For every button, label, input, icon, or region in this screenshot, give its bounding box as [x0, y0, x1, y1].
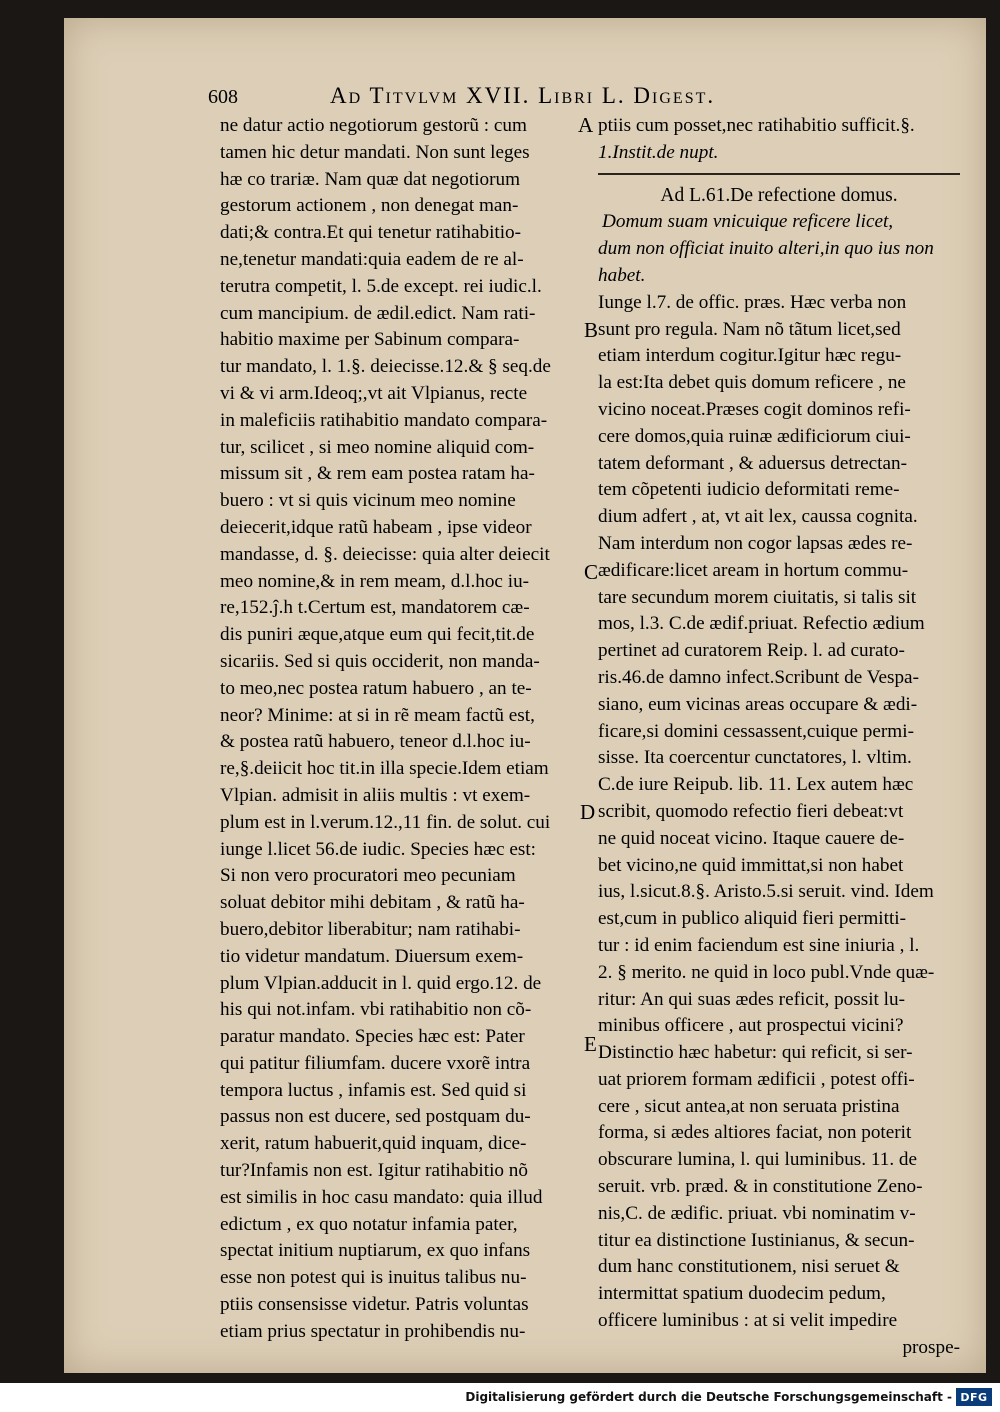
left-text-line: qui patitur filiumfam. ducere vxorẽ intra	[220, 1052, 531, 1074]
right-text-line: vicino noceat.Præses cogit dominos refi-	[598, 398, 911, 420]
right-text-line: ficare,si domini cessassent,cuique permi-	[598, 720, 914, 742]
left-text-line: re,§.deiicit hoc tit.in illa specie.Idem etiam	[220, 758, 549, 780]
left-text-line: ne,tenetur mandati:quia eadem de re al-	[220, 248, 524, 270]
left-text-line: etiam prius spectatur in prohibendis nu-	[220, 1320, 526, 1342]
section-rule	[598, 173, 960, 175]
left-text-line: vi & vi arm.Ideoq;,vt ait Vlpianus, recte	[220, 382, 528, 404]
left-text-line: plum Vlpian.adducit in l. quid ergo.12. de	[220, 972, 542, 994]
right-text-line: ritur: An qui suas ædes reficit, possit lu-	[598, 988, 905, 1010]
left-column	[220, 113, 578, 1346]
right-text-line: Distinctio hæc habetur: qui reficit, si ser-	[598, 1042, 913, 1064]
left-text-line: Vlpian. admisit in aliis multis : vt exem-	[220, 784, 531, 806]
right-text-line: tem cõpetenti iudicio deformitati reme-	[598, 479, 900, 501]
right-text-line: Nam interdum non cogor lapsas ædes re-	[598, 532, 913, 554]
left-text-line: xerit, ratum habuerit,quid inquam, dice-	[220, 1133, 527, 1155]
left-text-line: Si non vero procuratori meo pecuniam	[220, 865, 516, 887]
right-column	[598, 113, 960, 1362]
footer-credit: Digitalisierung gefördert durch die Deutsche Forschungsgemeinschaft -	[465, 1390, 952, 1404]
right-text-line: ædificare:licet aream in hortum commu-	[598, 559, 909, 581]
right-text-line: minibus officere , aut prospectui vicini?	[598, 1015, 904, 1037]
left-text-line: tur, scilicet , si meo nomine aliquid com-	[220, 436, 535, 458]
left-text-line: in maleficiis ratihabitio mandato compara-	[220, 409, 548, 431]
right-text-line: ius, l.sicut.8.§. Aristo.5.si seruit. vind. Idem	[598, 881, 934, 903]
left-text-line: tamen hic detur mandati. Non sunt leges	[220, 141, 530, 163]
right-text-line: tatem deformant , & aduersus detrectan-	[598, 452, 908, 474]
left-text-line: tur?Infamis non est. Igitur ratihabitio nõ	[220, 1160, 528, 1182]
right-text-line: intermittat spatium duodecim pedum,	[598, 1283, 886, 1305]
dfg-logo: DFG	[956, 1388, 992, 1406]
right-text-line: dium adfert , at, vt ait lex, caussa cognita.	[598, 506, 918, 528]
right-text-line: est,cum in publico aliquid fieri permitti-	[598, 908, 906, 930]
catchword: prospe-	[902, 1336, 960, 1358]
left-text-line: tempora luctus , infamis est. Sed quid si	[220, 1079, 527, 1101]
right-top-line-1: ptiis cum posset,nec ratihabitio sufficit.§.	[598, 115, 915, 136]
margin-letter-c: C	[584, 560, 599, 584]
left-text-line: mandasse, d. §. deiecisse: quia alter deiecit	[220, 543, 550, 565]
right-text-line: ris.46.de damno infect.Scribunt de Vespa-	[598, 666, 919, 688]
left-text-line: neor? Minime: at si in rẽ meam factũ est,	[220, 704, 535, 726]
right-text-line: dum hanc constitutionem, nisi seruet &	[598, 1256, 900, 1278]
margin-letter-e: E	[584, 1032, 597, 1056]
left-text-line: soluat debitor mihi debitam , & ratũ ha-	[220, 892, 525, 914]
left-text-line: ne datur actio negotiorum gestorũ : cum	[220, 115, 527, 136]
right-text-line: mos, l.3. C.de ædif.priuat. Refectio ædium	[598, 613, 925, 635]
left-text-line: dati;& contra.Et qui tenetur ratihabitio-	[220, 222, 522, 244]
left-text-line: terutra competit, l. 5.de except. rei iudic.l.	[220, 275, 542, 297]
right-text-line: cere , sicut antea,at non seruata pristina	[598, 1095, 900, 1117]
rule-text-3: habet.	[598, 264, 646, 286]
left-text-line: spectat initium nuptiarum, ex quo infans	[220, 1240, 531, 1262]
right-text-line: nis,C. de ædific. priuat. vbi nominatim v-	[598, 1202, 916, 1224]
left-text-line: gestorum actionem , non denegat man-	[220, 195, 519, 217]
left-text-line: meo nomine,& in rem meam, d.l.hoc iu-	[220, 570, 530, 592]
right-text-line: obscurare lumina, l. qui luminibus. 11. de	[598, 1149, 918, 1171]
left-text-line: to meo,nec postea ratum habuero , an te-	[220, 677, 532, 699]
left-text-line: ptiis consensisse videtur. Patris voluntas	[220, 1294, 529, 1316]
left-text-line: sicariis. Sed si quis occiderit, non manda-	[220, 650, 540, 672]
right-text-line: scribit, quomodo refectio fieri debeat:vt	[598, 800, 904, 822]
left-text-line: hæ co trariæ. Nam quæ dat negotiorum	[220, 168, 521, 190]
right-text-line: officere luminibus : at si velit impedire	[598, 1310, 898, 1332]
right-text-line: sunt pro regula. Nam nõ tãtum licet,sed	[598, 318, 901, 340]
right-text-line: tur : id enim faciendum est sine iniuria , l.	[598, 934, 920, 956]
left-text-line: tur mandato, l. 1.§. deiecisse.12.& § seq.de	[220, 356, 551, 378]
right-text-line: etiam interdum cogitur.Igitur hæc regu-	[598, 345, 902, 367]
margin-letter-d: D	[580, 800, 596, 824]
left-text-line: & postea ratũ habuero, teneor d.l.hoc iu-	[220, 731, 531, 753]
margin-letter-a: A	[578, 113, 594, 137]
right-text-line: forma, si ædes altiores faciat, non poterit	[598, 1122, 912, 1144]
left-text-line: est similis in hoc casu mandato: quia illud	[220, 1186, 543, 1208]
left-text-line: habitio maxime per Sabinum compara-	[220, 329, 520, 351]
left-text-line: paratur mandato. Species hæc est: Pater	[220, 1026, 525, 1048]
right-text-line: Iunge l.7. de offic. præs. Hæc verba non	[598, 291, 907, 313]
right-text-line: uat priorem formam ædificii , potest offi-	[598, 1068, 915, 1090]
left-text-line: dis puniri æque,atque eum qui fecit,tit.de	[220, 624, 535, 646]
running-head-title: Ad Titvlvm XVII. Libri L. Digest.	[330, 83, 716, 108]
footer-bar	[0, 1383, 1000, 1412]
right-text-line: pertinet ad curatorem Reip. l. ad curato-	[598, 640, 905, 662]
left-text-line: tio videtur mandatum. Diuersum exem-	[220, 945, 524, 967]
right-text-line: cere domos,quia ruinæ ædificiorum ciui-	[598, 425, 911, 447]
right-text-line: sisse. Ita coercentur cunctatores, l. vltim.	[598, 747, 912, 769]
left-text-line: esse non potest qui is inuitus talibus nu-	[220, 1267, 527, 1289]
left-text-line: his qui not.infam. vbi ratihabitio non cõ-	[220, 999, 532, 1021]
margin-letter-b: B	[584, 318, 599, 342]
right-text-line: 2. § merito. ne quid in loco publ.Vnde quæ-	[598, 961, 935, 983]
right-text-line: C.de iure Reipub. lib. 11. Lex autem hæc	[598, 774, 914, 796]
right-text-line: la est:Ita debet quis domum reficere , ne	[598, 372, 906, 394]
right-top-line-2: 1.Instit.de nupt.	[598, 141, 719, 163]
right-text-line: tare secundum morem ciuitatis, si talis sit	[598, 586, 917, 608]
left-text-line: buero,debitor liberabitur; nam ratihabi-	[220, 918, 521, 940]
right-text-line: ne quid noceat vicino. Itaque cauere de-	[598, 827, 905, 849]
rule-text-1: Domum suam vnicuique reficere licet,	[602, 211, 894, 233]
section-heading: Ad L.61.De refectione domus.	[660, 184, 898, 206]
left-text-line: edictum , ex quo notatur infamia pater,	[220, 1213, 518, 1235]
right-text-line: titur ea distinctione Iustinianus, & secun-	[598, 1229, 915, 1251]
left-text-line: buero : vt si quis vicinum meo nomine	[220, 490, 516, 512]
right-body	[598, 290, 960, 1335]
rule-text-2: dum non officiat inuito alteri,in quo ius non	[598, 238, 934, 260]
left-text-line: plum est in l.verum.12.,11 fin. de solut. cui	[220, 811, 551, 833]
right-text-line: seruit. vrb. præd. & in constitutione Zeno-	[598, 1176, 923, 1198]
left-text-line: re,152.ĵ.h t.Certum est, mandatorem cæ-	[220, 597, 530, 619]
left-text-line: passus non est ducere, sed postquam du-	[220, 1106, 531, 1128]
left-text-line: missum sit , & rem eam postea ratam ha-	[220, 463, 535, 485]
right-text-line: bet vicino,ne quid immittat,si non habet	[598, 854, 904, 876]
page-number: 608	[208, 86, 238, 108]
left-text-line: deiecerit,idque ratũ habeam , ipse videor	[220, 516, 532, 538]
right-text-line: siano, eum vicinas areas occupare & ædi-	[598, 693, 918, 715]
left-text-line: cum mancipium. de ædil.edict. Nam rati-	[220, 302, 536, 324]
left-text-line: iunge l.licet 56.de iudic. Species hæc est:	[220, 838, 536, 860]
